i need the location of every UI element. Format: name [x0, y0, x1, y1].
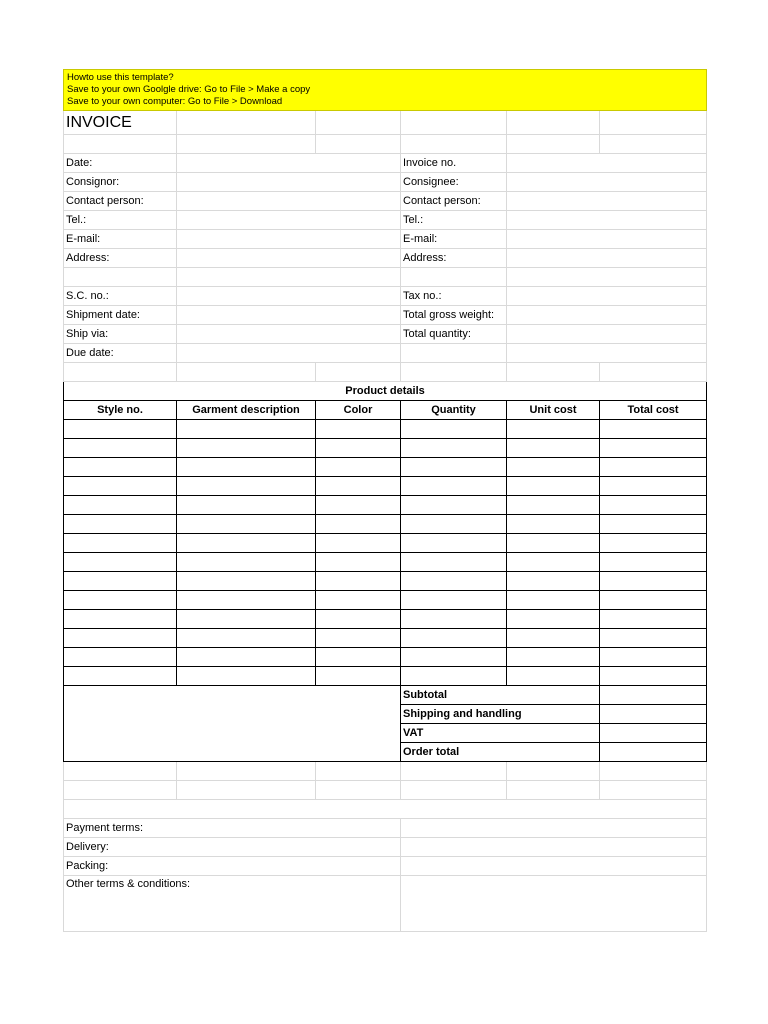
product-cell[interactable]: [507, 629, 600, 648]
cell[interactable]: [600, 111, 707, 135]
product-cell[interactable]: [64, 629, 177, 648]
cell[interactable]: [507, 344, 707, 363]
product-cell[interactable]: [401, 667, 507, 686]
col-header-color: Color: [316, 401, 401, 420]
order-total-value[interactable]: [600, 743, 707, 762]
product-cell[interactable]: [401, 648, 507, 667]
product-cell[interactable]: [401, 591, 507, 610]
product-cell[interactable]: [507, 496, 600, 515]
product-details-table: [64, 382, 707, 686]
product-cell[interactable]: [401, 515, 507, 534]
product-cell[interactable]: [177, 420, 316, 439]
contact-person-left-label: Contact person:: [64, 192, 177, 211]
product-cell[interactable]: [177, 477, 316, 496]
address-left-value[interactable]: [177, 249, 401, 268]
col-header-unit-cost: Unit cost: [507, 401, 600, 420]
product-cell[interactable]: [600, 420, 707, 439]
product-cell[interactable]: [64, 477, 177, 496]
product-cell[interactable]: [316, 667, 401, 686]
packing-label: Packing:: [64, 857, 401, 876]
product-cell[interactable]: [507, 534, 600, 553]
product-cell[interactable]: [507, 648, 600, 667]
other-terms-label: Other terms & conditions:: [64, 876, 401, 932]
cell[interactable]: [177, 135, 316, 154]
consignee-value[interactable]: [507, 173, 707, 192]
cell[interactable]: [64, 800, 707, 819]
consignor-value[interactable]: [177, 173, 401, 192]
product-cell[interactable]: [316, 515, 401, 534]
product-cell[interactable]: [401, 420, 507, 439]
cell[interactable]: [600, 762, 707, 781]
cell[interactable]: [507, 781, 600, 800]
product-cell[interactable]: [316, 648, 401, 667]
product-cell[interactable]: [64, 572, 177, 591]
product-cell[interactable]: [401, 439, 507, 458]
shipping-label: Shipping and handling: [401, 705, 600, 724]
delivery-value[interactable]: [401, 838, 707, 857]
cell[interactable]: [64, 135, 177, 154]
col-header-quantity: Quantity: [401, 401, 507, 420]
email-right-value[interactable]: [507, 230, 707, 249]
product-cell[interactable]: [600, 496, 707, 515]
other-terms-value[interactable]: [401, 876, 707, 932]
product-cell[interactable]: [600, 648, 707, 667]
totals-spacer: [64, 686, 401, 762]
cell[interactable]: [401, 344, 507, 363]
product-cell[interactable]: [507, 515, 600, 534]
banner-line-3: Save to your own computer: Go to File > Download: [67, 96, 283, 107]
product-cell[interactable]: [507, 420, 600, 439]
product-cell[interactable]: [600, 572, 707, 591]
product-cell[interactable]: [316, 496, 401, 515]
total-quantity-value[interactable]: [507, 325, 707, 344]
order-total-label: Order total: [401, 743, 600, 762]
cell[interactable]: [64, 268, 177, 287]
product-cell[interactable]: [316, 534, 401, 553]
product-details-heading: Product details: [64, 382, 707, 401]
product-cell[interactable]: [316, 420, 401, 439]
product-cell[interactable]: [177, 458, 316, 477]
cell[interactable]: [600, 135, 707, 154]
contact-person-right-value[interactable]: [507, 192, 707, 211]
email-left-label: E-mail:: [64, 230, 177, 249]
product-cell[interactable]: [316, 458, 401, 477]
product-cell[interactable]: [316, 591, 401, 610]
cell[interactable]: [401, 781, 507, 800]
sc-no-value[interactable]: [177, 287, 401, 306]
product-cell[interactable]: [64, 534, 177, 553]
product-cell[interactable]: [64, 553, 177, 572]
product-cell[interactable]: [507, 439, 600, 458]
product-cell[interactable]: [177, 667, 316, 686]
vat-value[interactable]: [600, 724, 707, 743]
product-cell[interactable]: [177, 591, 316, 610]
product-header-row: [64, 401, 707, 420]
product-cell[interactable]: [316, 629, 401, 648]
product-cell[interactable]: [600, 667, 707, 686]
cell[interactable]: [600, 363, 707, 382]
col-header-total-cost: Total cost: [600, 401, 707, 420]
cell[interactable]: [507, 268, 707, 287]
subtotal-value[interactable]: [600, 686, 707, 705]
cell[interactable]: [600, 781, 707, 800]
consignee-label: Consignee:: [401, 173, 507, 192]
cell[interactable]: [316, 762, 401, 781]
cell[interactable]: [401, 762, 507, 781]
col-header-garment-description: Garment description: [177, 401, 316, 420]
tax-no-value[interactable]: [507, 287, 707, 306]
vat-label: VAT: [401, 724, 600, 743]
product-cell[interactable]: [316, 610, 401, 629]
product-cell[interactable]: [64, 439, 177, 458]
cell[interactable]: [316, 135, 401, 154]
product-cell[interactable]: [401, 458, 507, 477]
banner-line-1: Howto use this template?: [67, 72, 174, 83]
shipping-value[interactable]: [600, 705, 707, 724]
product-cell[interactable]: [177, 648, 316, 667]
cell[interactable]: [401, 268, 507, 287]
total-gross-weight-label: Total gross weight:: [401, 306, 507, 325]
cell[interactable]: [507, 111, 600, 135]
instructions-banner: [64, 70, 707, 111]
payment-terms-label: Payment terms:: [64, 819, 401, 838]
product-row: [64, 458, 707, 477]
product-cell[interactable]: [401, 553, 507, 572]
cell[interactable]: [177, 762, 316, 781]
total-quantity-label: Total quantity:: [401, 325, 507, 344]
total-gross-weight-value[interactable]: [507, 306, 707, 325]
product-cell[interactable]: [600, 610, 707, 629]
product-cell[interactable]: [600, 477, 707, 496]
cell[interactable]: [316, 363, 401, 382]
product-row: [64, 515, 707, 534]
email-left-value[interactable]: [177, 230, 401, 249]
packing-value[interactable]: [401, 857, 707, 876]
cell[interactable]: [316, 111, 401, 135]
email-right-label: E-mail:: [401, 230, 507, 249]
shipment-date-label: Shipment date:: [64, 306, 177, 325]
product-cell[interactable]: [507, 477, 600, 496]
tel-right-value[interactable]: [507, 211, 707, 230]
product-cell[interactable]: [507, 610, 600, 629]
product-cell[interactable]: [507, 591, 600, 610]
product-cell[interactable]: [401, 610, 507, 629]
cell[interactable]: [177, 268, 401, 287]
product-cell[interactable]: [177, 572, 316, 591]
ship-via-value[interactable]: [177, 325, 401, 344]
product-cell[interactable]: [64, 667, 177, 686]
invoice-title: INVOICE: [64, 111, 177, 135]
shipment-date-value[interactable]: [177, 306, 401, 325]
product-cell[interactable]: [64, 591, 177, 610]
date-value[interactable]: [177, 154, 401, 173]
product-cell[interactable]: [316, 572, 401, 591]
cell[interactable]: [401, 135, 507, 154]
product-cell[interactable]: [401, 572, 507, 591]
product-row: [64, 591, 707, 610]
product-cell[interactable]: [64, 420, 177, 439]
address-left-label: Address:: [64, 249, 177, 268]
due-date-value[interactable]: [177, 344, 401, 363]
product-row: [64, 534, 707, 553]
banner-line-2: Save to your own Goolgle drive: Go to File > Make a copy: [67, 84, 311, 95]
product-cell[interactable]: [177, 610, 316, 629]
cell[interactable]: [177, 363, 316, 382]
product-row: [64, 648, 707, 667]
product-cell[interactable]: [177, 553, 316, 572]
product-cell[interactable]: [64, 610, 177, 629]
subtotal-label: Subtotal: [401, 686, 600, 705]
product-cell[interactable]: [507, 572, 600, 591]
product-row: [64, 477, 707, 496]
product-row: [64, 553, 707, 572]
cell[interactable]: [507, 363, 600, 382]
product-cell[interactable]: [600, 591, 707, 610]
col-header-style-no: Style no.: [64, 401, 177, 420]
contact-person-left-value[interactable]: [177, 192, 401, 211]
ship-via-label: Ship via:: [64, 325, 177, 344]
sc-no-label: S.C. no.:: [64, 287, 177, 306]
cell[interactable]: [64, 781, 177, 800]
product-cell[interactable]: [401, 629, 507, 648]
invoice-no-label: Invoice no.: [401, 154, 507, 173]
tel-right-label: Tel.:: [401, 211, 507, 230]
product-cell[interactable]: [177, 534, 316, 553]
product-cell[interactable]: [401, 534, 507, 553]
product-cell[interactable]: [64, 648, 177, 667]
cell[interactable]: [507, 135, 600, 154]
product-row: [64, 629, 707, 648]
cell[interactable]: [507, 762, 600, 781]
cell[interactable]: [64, 762, 177, 781]
product-cell[interactable]: [177, 439, 316, 458]
product-cell[interactable]: [64, 515, 177, 534]
consignor-label: Consignor:: [64, 173, 177, 192]
cell[interactable]: [316, 781, 401, 800]
product-cell[interactable]: [600, 629, 707, 648]
product-cell[interactable]: [177, 496, 316, 515]
cell[interactable]: [64, 363, 177, 382]
cell[interactable]: [177, 781, 316, 800]
product-cell[interactable]: [507, 458, 600, 477]
totals-block: [64, 686, 707, 762]
product-cell[interactable]: [177, 515, 316, 534]
product-cell[interactable]: [600, 515, 707, 534]
product-row: [64, 610, 707, 629]
product-cell[interactable]: [316, 477, 401, 496]
product-row: [64, 439, 707, 458]
address-right-value[interactable]: [507, 249, 707, 268]
tax-no-label: Tax no.:: [401, 287, 507, 306]
product-row: [64, 496, 707, 515]
delivery-label: Delivery:: [64, 838, 401, 857]
product-cell[interactable]: [316, 553, 401, 572]
tel-left-value[interactable]: [177, 211, 401, 230]
contact-person-right-label: Contact person:: [401, 192, 507, 211]
product-cell[interactable]: [177, 629, 316, 648]
product-cell[interactable]: [507, 553, 600, 572]
product-cell[interactable]: [64, 458, 177, 477]
product-cell[interactable]: [600, 553, 707, 572]
product-cell[interactable]: [64, 496, 177, 515]
product-cell[interactable]: [600, 458, 707, 477]
cell[interactable]: [177, 111, 316, 135]
product-cell[interactable]: [316, 439, 401, 458]
product-cell[interactable]: [600, 439, 707, 458]
product-row: [64, 420, 707, 439]
product-row: [64, 572, 707, 591]
due-date-label: Due date:: [64, 344, 177, 363]
address-right-label: Address:: [401, 249, 507, 268]
invoice-no-value[interactable]: [507, 154, 707, 173]
product-cell[interactable]: [401, 496, 507, 515]
product-cell[interactable]: [401, 477, 507, 496]
product-cell[interactable]: [600, 534, 707, 553]
product-row: [64, 667, 707, 686]
product-cell[interactable]: [507, 667, 600, 686]
tel-left-label: Tel.:: [64, 211, 177, 230]
cell[interactable]: [401, 111, 507, 135]
date-label: Date:: [64, 154, 177, 173]
cell[interactable]: [401, 363, 507, 382]
payment-terms-value[interactable]: [401, 819, 707, 838]
invoice-grid: [63, 69, 707, 932]
invoice-sheet: [63, 69, 706, 932]
